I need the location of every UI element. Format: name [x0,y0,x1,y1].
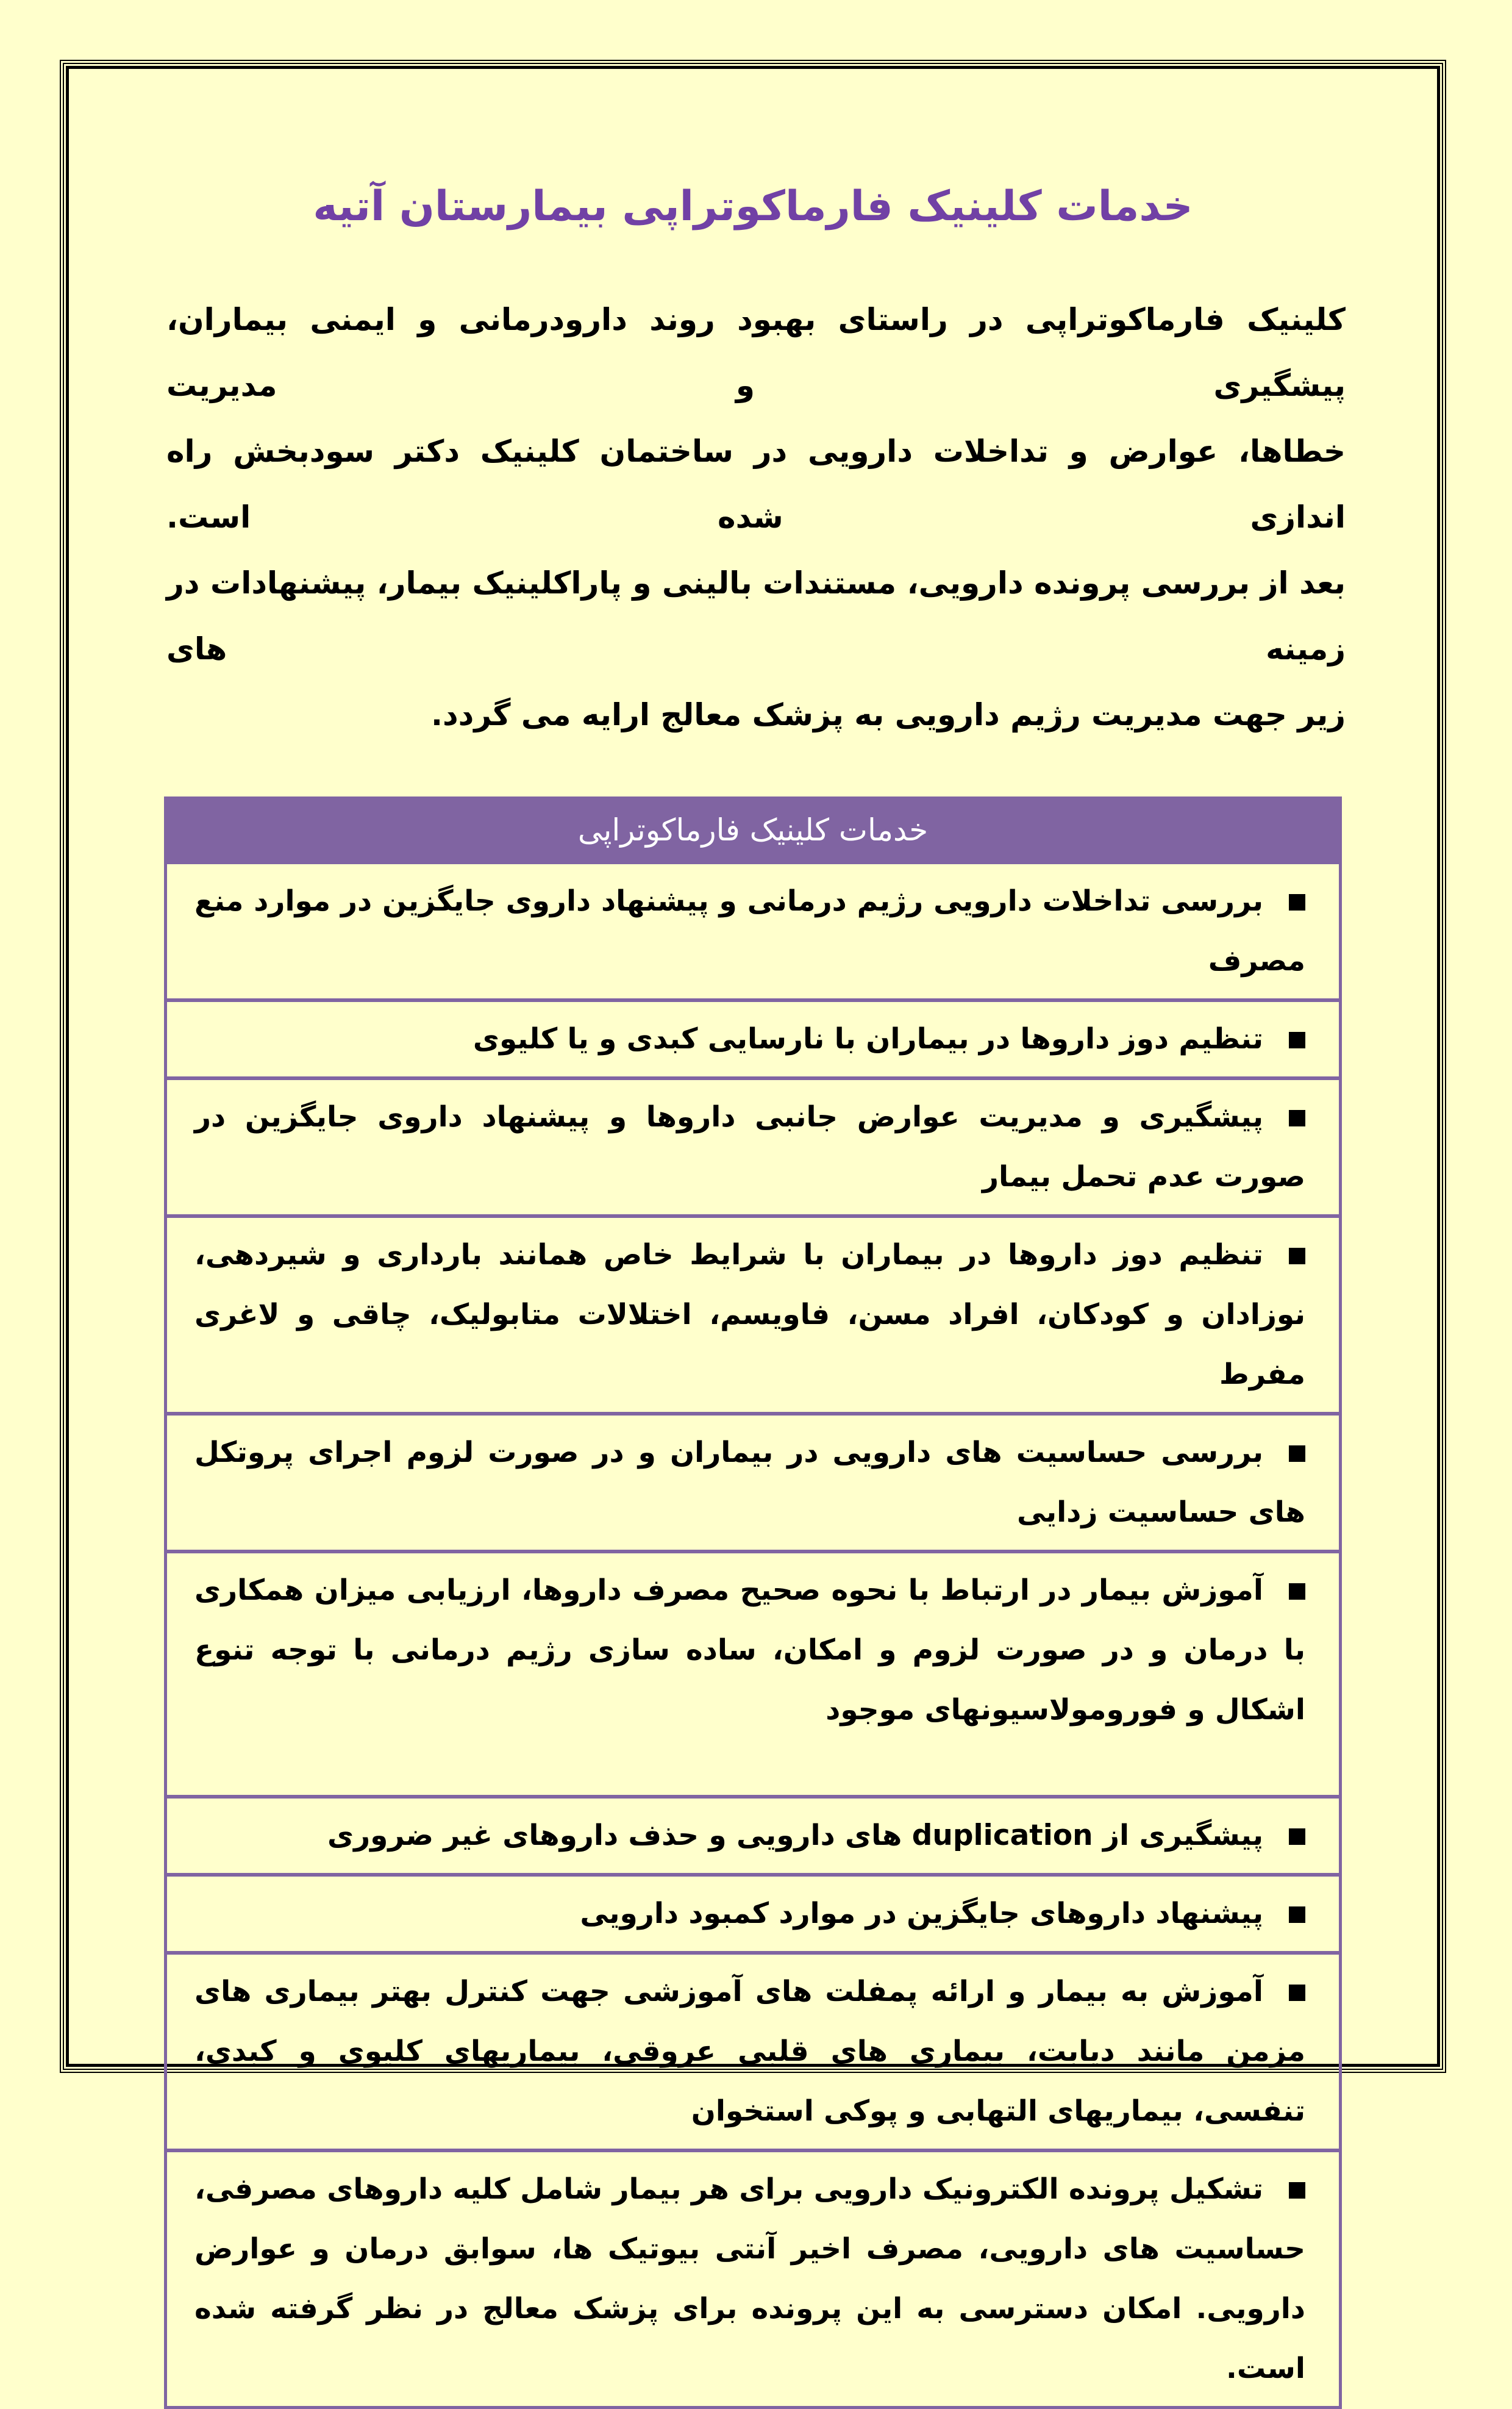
bullet-square-icon [1289,1583,1305,1600]
table-row [167,1412,1339,1550]
bullet-square-icon [1289,1906,1305,1923]
bullet-square-icon [1289,1032,1305,1048]
page-border-frame [66,66,1440,2385]
table-cell-text: آموزش بیمار در ارتباط با نحوه صحیح مصرف داروها، ارزیابی میزان همکاری با درمان و در صورت لزوم و امکان، ساده سازی رژیم درمانی با توجه تنوع اشکال و فورومولاسیونهای موجود [194,1573,1305,1727]
intro-line: زیر جهت مدیریت رژیم دارویی به پزشک معالج ارایه می گردد. [431,696,1346,732]
table-cell-text: پیشگیری و مدیریت عوارض جانبی داروها و پیشنهاد داروی جایگزین در صورت عدم تحمل بیمار [194,1100,1305,1194]
table-cell-text: پیشنهاد داروهای جایگزین در موارد کمبود دارویی [580,1896,1263,1930]
bullet-square-icon [1289,1248,1305,1264]
table-cell-text: تنظیم دوز داروها در بیماران با شرایط خاص همانند بارداری و شیردهی، نوزادان و کودکان، افراد مسن، فاویسم، اختلالات متابولیک، چاقی و لاغری مفرط [194,1237,1305,1391]
table-row [167,1951,1339,2149]
intro-paragraph [166,287,1346,748]
bullet-square-icon [1289,2182,1305,2199]
table-row [167,1550,1339,1795]
table-row [167,998,1339,1076]
table-row [167,861,1339,998]
table-cell-text: آموزش به بیمار و ارائه پمفلت های آموزشی جهت کنترل بهتر بیماری های مزمن مانند دیابت، بیماری های قلبی عروقی، بیماریهای کلیوی و کبدی، تنفسی، بیماریهای التهابی و پوکی استخوان [194,1974,1305,2128]
table-row [167,1214,1339,1412]
table-cell-text: پیشگیری از duplication های دارویی و حذف داروهای غیر ضروری [327,1818,1263,1852]
intro-line: بعد از بررسی پرونده دارویی، مستندات بالینی و پاراکلینیک بیمار، پیشنهادات در زمینه های [166,565,1346,667]
bullet-square-icon [1289,1828,1305,1845]
table-row [167,1076,1339,1214]
intro-line: کلینیک فارماکوتراپی در راستای بهبود روند دارودرمانی و ایمنی بیماران، پیشگیری و مدیریت [166,301,1346,403]
table-row [167,1795,1339,1873]
table-row [167,1873,1339,1951]
bullet-square-icon [1289,1445,1305,1462]
page-title: خدمات کلینیک فارماکوتراپی بیمارستان آتیه [313,182,1193,231]
table-cell-text: تنظیم دوز داروها در بیماران با نارسایی کبدی و یا کلیوی [472,1022,1263,1056]
bullet-square-icon [1289,894,1305,911]
intro-line: خطاها، عوارض و تداخلات دارویی در ساختمان کلینیک دکتر سودبخش راه اندازی شده است. [166,433,1346,535]
table-cell-text: بررسی تداخلات دارویی رژیم درمانی و پیشنهاد داروی جایگزین در موارد منع مصرف [194,884,1305,978]
bullet-square-icon [1289,1985,1305,2001]
table-header: خدمات کلینیک فارماکوتراپی [167,800,1339,861]
services-table [164,796,1342,2409]
bullet-square-icon [1289,1110,1305,1126]
table-cell-text: بررسی حساسیت های دارویی در بیماران و در صورت لزوم اجرای پروتکل های حساسیت زدایی [194,1435,1305,1529]
table-cell-text: تشکیل پرونده الکترونیک دارویی برای هر بیمار شامل کلیه داروهای مصرفی، حساسیت های دارویی، مصرف اخیر آنتی بیوتیک ها، سوابق درمان و عوارض دارویی. امکان دسترسی به این پرونده برای پزشک معالج در نظر گرفته شده است. [194,2172,1305,2385]
table-row [167,2149,1339,2406]
